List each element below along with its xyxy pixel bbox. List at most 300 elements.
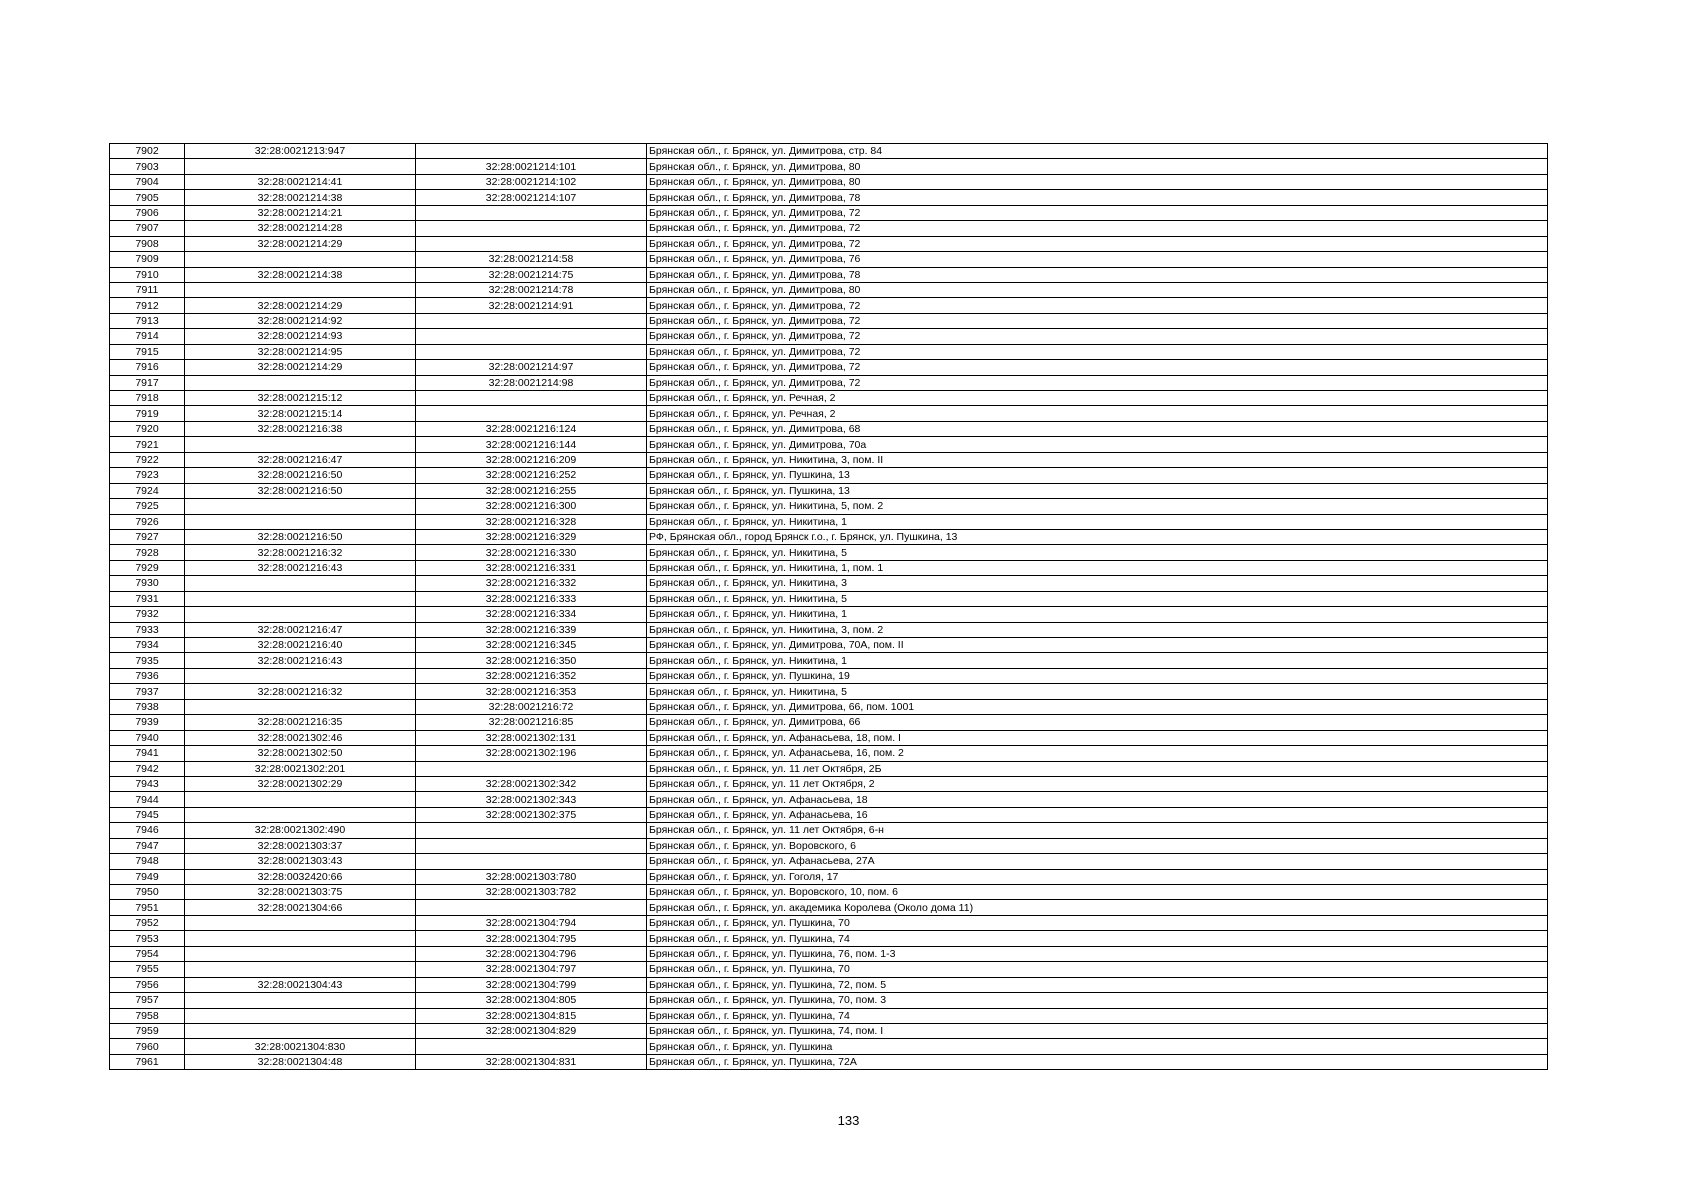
land-cadastral-number-cell: 32:28:0021214:95 [185, 344, 416, 359]
row-number-cell: 7937 [110, 684, 185, 699]
row-number-cell: 7926 [110, 514, 185, 529]
table-row [110, 499, 1548, 514]
table-row [110, 252, 1548, 267]
address-cell: Брянская обл., г. Брянск, ул. Димитрова, 72 [647, 313, 1548, 328]
row-number-cell: 7930 [110, 576, 185, 591]
land-cadastral-number-cell: 32:28:0021304:66 [185, 900, 416, 915]
row-number-cell: 7958 [110, 1008, 185, 1023]
land-cadastral-number-cell [185, 931, 416, 946]
table-row [110, 746, 1548, 761]
row-number-cell: 7932 [110, 607, 185, 622]
row-number-cell: 7940 [110, 730, 185, 745]
building-cadastral-number-cell: 32:28:0021216:144 [416, 437, 647, 452]
table-row [110, 931, 1548, 946]
building-cadastral-number-cell: 32:28:0021216:329 [416, 529, 647, 544]
land-cadastral-number-cell [185, 607, 416, 622]
land-cadastral-number-cell [185, 668, 416, 683]
row-number-cell: 7933 [110, 622, 185, 637]
building-cadastral-number-cell: 32:28:0021214:102 [416, 174, 647, 189]
row-number-cell: 7917 [110, 375, 185, 390]
land-cadastral-number-cell [185, 915, 416, 930]
table-row [110, 885, 1548, 900]
address-cell: Брянская обл., г. Брянск, ул. Димитрова, 72 [647, 205, 1548, 220]
table-row [110, 900, 1548, 915]
land-cadastral-number-cell [185, 576, 416, 591]
building-cadastral-number-cell: 32:28:0021304:815 [416, 1008, 647, 1023]
row-number-cell: 7957 [110, 993, 185, 1008]
table-row [110, 437, 1548, 452]
row-number-cell: 7910 [110, 267, 185, 282]
row-number-cell: 7942 [110, 761, 185, 776]
row-number-cell: 7950 [110, 885, 185, 900]
table-row [110, 792, 1548, 807]
row-number-cell: 7903 [110, 159, 185, 174]
table-row [110, 298, 1548, 313]
row-number-cell: 7941 [110, 746, 185, 761]
row-number-cell: 7919 [110, 406, 185, 421]
address-cell: Брянская обл., г. Брянск, ул. Пушкина, 72, пом. 5 [647, 977, 1548, 992]
table-row [110, 375, 1548, 390]
address-cell: Брянская обл., г. Брянск, ул. Димитрова, 66, пом. 1001 [647, 699, 1548, 714]
address-cell: Брянская обл., г. Брянск, ул. 11 лет Октября, 2Б [647, 761, 1548, 776]
row-number-cell: 7913 [110, 313, 185, 328]
land-cadastral-number-cell: 32:28:0021216:38 [185, 421, 416, 436]
address-cell: Брянская обл., г. Брянск, ул. Никитина, 3 [647, 576, 1548, 591]
address-cell: Брянская обл., г. Брянск, ул. Димитрова, 72 [647, 344, 1548, 359]
table-row [110, 1023, 1548, 1038]
building-cadastral-number-cell: 32:28:0021216:330 [416, 545, 647, 560]
table-row [110, 391, 1548, 406]
building-cadastral-number-cell: 32:28:0021302:343 [416, 792, 647, 807]
row-number-cell: 7906 [110, 205, 185, 220]
row-number-cell: 7935 [110, 653, 185, 668]
row-number-cell: 7951 [110, 900, 185, 915]
table-row [110, 483, 1548, 498]
building-cadastral-number-cell: 32:28:0021303:780 [416, 869, 647, 884]
row-number-cell: 7949 [110, 869, 185, 884]
table-row [110, 514, 1548, 529]
land-cadastral-number-cell [185, 1023, 416, 1038]
row-number-cell: 7920 [110, 421, 185, 436]
address-cell: Брянская обл., г. Брянск, ул. Димитрова, 72 [647, 360, 1548, 375]
address-cell: Брянская обл., г. Брянск, ул. Димитрова, 72 [647, 298, 1548, 313]
address-cell: Брянская обл., г. Брянск, ул. Димитрова, 78 [647, 267, 1548, 282]
table-row [110, 993, 1548, 1008]
table-row [110, 360, 1548, 375]
building-cadastral-number-cell: 32:28:0021302:342 [416, 776, 647, 791]
row-number-cell: 7954 [110, 946, 185, 961]
building-cadastral-number-cell: 32:28:0021216:334 [416, 607, 647, 622]
row-number-cell: 7927 [110, 529, 185, 544]
address-cell: Брянская обл., г. Брянск, ул. Никитина, 3, пом. 2 [647, 622, 1548, 637]
table-row [110, 869, 1548, 884]
land-cadastral-number-cell: 32:28:0021214:92 [185, 313, 416, 328]
land-cadastral-number-cell: 32:28:0021216:40 [185, 638, 416, 653]
table-row [110, 468, 1548, 483]
land-cadastral-number-cell [185, 962, 416, 977]
row-number-cell: 7911 [110, 282, 185, 297]
table-row [110, 730, 1548, 745]
table-row [110, 638, 1548, 653]
land-cadastral-number-cell: 32:28:0021302:46 [185, 730, 416, 745]
land-cadastral-number-cell [185, 375, 416, 390]
table-row [110, 668, 1548, 683]
row-number-cell: 7905 [110, 190, 185, 205]
land-cadastral-number-cell: 32:28:0021216:50 [185, 468, 416, 483]
row-number-cell: 7928 [110, 545, 185, 560]
table-row [110, 591, 1548, 606]
row-number-cell: 7914 [110, 329, 185, 344]
land-cadastral-number-cell [185, 514, 416, 529]
land-cadastral-number-cell [185, 792, 416, 807]
table-row [110, 915, 1548, 930]
registry-table-body [110, 144, 1548, 1070]
address-cell: Брянская обл., г. Брянск, ул. 11 лет Октября, 6-н [647, 823, 1548, 838]
row-number-cell: 7931 [110, 591, 185, 606]
table-row [110, 329, 1548, 344]
address-cell: Брянская обл., г. Брянск, ул. Воровского, 10, пом. 6 [647, 885, 1548, 900]
table-row [110, 560, 1548, 575]
table-row [110, 313, 1548, 328]
land-cadastral-number-cell: 32:28:0021304:43 [185, 977, 416, 992]
row-number-cell: 7952 [110, 915, 185, 930]
address-cell: Брянская обл., г. Брянск, ул. Димитрова, 76 [647, 252, 1548, 267]
row-number-cell: 7939 [110, 715, 185, 730]
table-row [110, 159, 1548, 174]
land-cadastral-number-cell: 32:28:0021216:50 [185, 483, 416, 498]
building-cadastral-number-cell: 32:28:0021216:300 [416, 499, 647, 514]
table-row [110, 236, 1548, 251]
building-cadastral-number-cell: 32:28:0021216:332 [416, 576, 647, 591]
land-cadastral-number-cell: 32:28:0021214:38 [185, 190, 416, 205]
building-cadastral-number-cell: 32:28:0021214:98 [416, 375, 647, 390]
address-cell: Брянская обл., г. Брянск, ул. Никитина, 3, пом. II [647, 452, 1548, 467]
table-row [110, 761, 1548, 776]
address-cell: Брянская обл., г. Брянск, ул. Пушкина [647, 1039, 1548, 1054]
building-cadastral-number-cell: 32:28:0021216:353 [416, 684, 647, 699]
land-cadastral-number-cell [185, 993, 416, 1008]
land-cadastral-number-cell: 32:28:0021215:14 [185, 406, 416, 421]
land-cadastral-number-cell [185, 252, 416, 267]
building-cadastral-number-cell [416, 838, 647, 853]
address-cell: Брянская обл., г. Брянск, ул. Никитина, 1 [647, 514, 1548, 529]
table-row [110, 962, 1548, 977]
building-cadastral-number-cell: 32:28:0021304:795 [416, 931, 647, 946]
table-row [110, 622, 1548, 637]
building-cadastral-number-cell: 32:28:0021216:345 [416, 638, 647, 653]
land-cadastral-number-cell: 32:28:0021302:29 [185, 776, 416, 791]
table-row [110, 946, 1548, 961]
land-cadastral-number-cell: 32:28:0021214:29 [185, 360, 416, 375]
address-cell: Брянская обл., г. Брянск, ул. Пушкина, 74, пом. I [647, 1023, 1548, 1038]
land-cadastral-number-cell: 32:28:0021216:32 [185, 684, 416, 699]
building-cadastral-number-cell [416, 854, 647, 869]
address-cell: Брянская обл., г. Брянск, ул. Никитина, 5 [647, 545, 1548, 560]
building-cadastral-number-cell [416, 144, 647, 159]
address-cell: Брянская обл., г. Брянск, ул. Афанасьева, 16, пом. 2 [647, 746, 1548, 761]
building-cadastral-number-cell: 32:28:0021216:333 [416, 591, 647, 606]
building-cadastral-number-cell [416, 761, 647, 776]
building-cadastral-number-cell: 32:28:0021214:107 [416, 190, 647, 205]
building-cadastral-number-cell: 32:28:0021214:97 [416, 360, 647, 375]
land-cadastral-number-cell: 32:28:0021216:43 [185, 653, 416, 668]
building-cadastral-number-cell [416, 236, 647, 251]
table-row [110, 607, 1548, 622]
table-row [110, 807, 1548, 822]
table-row [110, 838, 1548, 853]
row-number-cell: 7953 [110, 931, 185, 946]
row-number-cell: 7922 [110, 452, 185, 467]
building-cadastral-number-cell [416, 823, 647, 838]
building-cadastral-number-cell: 32:28:0021216:209 [416, 452, 647, 467]
table-row [110, 1039, 1548, 1054]
land-cadastral-number-cell: 32:28:0021303:43 [185, 854, 416, 869]
land-cadastral-number-cell: 32:28:0021303:75 [185, 885, 416, 900]
address-cell: Брянская обл., г. Брянск, ул. Речная, 2 [647, 406, 1548, 421]
building-cadastral-number-cell: 32:28:0021214:58 [416, 252, 647, 267]
land-cadastral-number-cell: 32:28:0021214:29 [185, 298, 416, 313]
table-row [110, 854, 1548, 869]
building-cadastral-number-cell: 32:28:0021214:101 [416, 159, 647, 174]
table-row [110, 174, 1548, 189]
building-cadastral-number-cell [416, 344, 647, 359]
building-cadastral-number-cell [416, 221, 647, 236]
building-cadastral-number-cell: 32:28:0021304:805 [416, 993, 647, 1008]
land-cadastral-number-cell: 32:28:0021216:35 [185, 715, 416, 730]
row-number-cell: 7945 [110, 807, 185, 822]
row-number-cell: 7902 [110, 144, 185, 159]
building-cadastral-number-cell: 32:28:0021304:831 [416, 1054, 647, 1069]
row-number-cell: 7938 [110, 699, 185, 714]
land-cadastral-number-cell: 32:28:0021214:21 [185, 205, 416, 220]
row-number-cell: 7918 [110, 391, 185, 406]
table-row [110, 144, 1548, 159]
land-cadastral-number-cell: 32:28:0021216:50 [185, 529, 416, 544]
row-number-cell: 7904 [110, 174, 185, 189]
row-number-cell: 7961 [110, 1054, 185, 1069]
row-number-cell: 7908 [110, 236, 185, 251]
address-cell: Брянская обл., г. Брянск, ул. Пушкина, 74 [647, 931, 1548, 946]
building-cadastral-number-cell: 32:28:0021304:829 [416, 1023, 647, 1038]
table-row [110, 776, 1548, 791]
address-cell: Брянская обл., г. Брянск, ул. Гоголя, 17 [647, 869, 1548, 884]
land-cadastral-number-cell [185, 946, 416, 961]
land-cadastral-number-cell [185, 159, 416, 174]
row-number-cell: 7915 [110, 344, 185, 359]
land-cadastral-number-cell: 32:28:0032420:66 [185, 869, 416, 884]
building-cadastral-number-cell: 32:28:0021214:78 [416, 282, 647, 297]
table-row [110, 715, 1548, 730]
table-row [110, 1054, 1548, 1069]
land-cadastral-number-cell [185, 699, 416, 714]
address-cell: Брянская обл., г. Брянск, ул. Речная, 2 [647, 391, 1548, 406]
row-number-cell: 7944 [110, 792, 185, 807]
address-cell: Брянская обл., г. Брянск, ул. Пушкина, 70, пом. 3 [647, 993, 1548, 1008]
table-row [110, 190, 1548, 205]
table-row [110, 545, 1548, 560]
row-number-cell: 7959 [110, 1023, 185, 1038]
row-number-cell: 7909 [110, 252, 185, 267]
table-row [110, 977, 1548, 992]
building-cadastral-number-cell: 32:28:0021216:252 [416, 468, 647, 483]
address-cell: Брянская обл., г. Брянск, ул. Никитина, 1, пом. 1 [647, 560, 1548, 575]
address-cell: Брянская обл., г. Брянск, ул. Афанасьева, 18 [647, 792, 1548, 807]
row-number-cell: 7912 [110, 298, 185, 313]
address-cell: Брянская обл., г. Брянск, ул. Никитина, 5, пом. 2 [647, 499, 1548, 514]
land-cadastral-number-cell: 32:28:0021216:43 [185, 560, 416, 575]
building-cadastral-number-cell: 32:28:0021304:794 [416, 915, 647, 930]
row-number-cell: 7916 [110, 360, 185, 375]
land-cadastral-number-cell [185, 807, 416, 822]
table-row [110, 344, 1548, 359]
address-cell: Брянская обл., г. Брянск, ул. Димитрова, 72 [647, 221, 1548, 236]
address-cell: Брянская обл., г. Брянск, ул. Димитрова, 68 [647, 421, 1548, 436]
address-cell: Брянская обл., г. Брянск, ул. Димитрова, 66 [647, 715, 1548, 730]
row-number-cell: 7948 [110, 854, 185, 869]
building-cadastral-number-cell: 32:28:0021216:352 [416, 668, 647, 683]
row-number-cell: 7947 [110, 838, 185, 853]
land-cadastral-number-cell: 32:28:0021302:201 [185, 761, 416, 776]
building-cadastral-number-cell [416, 313, 647, 328]
page-number: 133 [837, 1113, 860, 1128]
address-cell: РФ, Брянская обл., город Брянск г.о., г. Брянск, ул. Пушкина, 13 [647, 529, 1548, 544]
land-cadastral-number-cell: 32:28:0021214:41 [185, 174, 416, 189]
table-row [110, 221, 1548, 236]
building-cadastral-number-cell: 32:28:0021214:91 [416, 298, 647, 313]
land-cadastral-number-cell [185, 499, 416, 514]
building-cadastral-number-cell: 32:28:0021304:797 [416, 962, 647, 977]
row-number-cell: 7955 [110, 962, 185, 977]
address-cell: Брянская обл., г. Брянск, ул. Афанасьева, 16 [647, 807, 1548, 822]
address-cell: Брянская обл., г. Брянск, ул. Пушкина, 13 [647, 483, 1548, 498]
land-cadastral-number-cell: 32:28:0021303:37 [185, 838, 416, 853]
land-cadastral-number-cell: 32:28:0021214:38 [185, 267, 416, 282]
building-cadastral-number-cell [416, 900, 647, 915]
building-cadastral-number-cell: 32:28:0021304:796 [416, 946, 647, 961]
land-cadastral-number-cell: 32:28:0021216:47 [185, 622, 416, 637]
building-cadastral-number-cell: 32:28:0021302:131 [416, 730, 647, 745]
table-row [110, 421, 1548, 436]
building-cadastral-number-cell: 32:28:0021216:339 [416, 622, 647, 637]
table-row [110, 452, 1548, 467]
row-number-cell: 7934 [110, 638, 185, 653]
building-cadastral-number-cell [416, 205, 647, 220]
address-cell: Брянская обл., г. Брянск, ул. академика Королева (Около дома 11) [647, 900, 1548, 915]
address-cell: Брянская обл., г. Брянск, ул. Димитрова, 70а [647, 437, 1548, 452]
table-row [110, 699, 1548, 714]
land-cadastral-number-cell: 32:28:0021214:93 [185, 329, 416, 344]
land-cadastral-number-cell [185, 437, 416, 452]
address-cell: Брянская обл., г. Брянск, ул. Афанасьева, 27А [647, 854, 1548, 869]
row-number-cell: 7946 [110, 823, 185, 838]
land-cadastral-number-cell [185, 591, 416, 606]
building-cadastral-number-cell: 32:28:0021304:799 [416, 977, 647, 992]
address-cell: Брянская обл., г. Брянск, ул. Димитрова, 70А, пом. II [647, 638, 1548, 653]
land-cadastral-number-cell [185, 1008, 416, 1023]
land-cadastral-number-cell: 32:28:0021215:12 [185, 391, 416, 406]
land-cadastral-number-cell: 32:28:0021213:947 [185, 144, 416, 159]
row-number-cell: 7921 [110, 437, 185, 452]
building-cadastral-number-cell [416, 1039, 647, 1054]
row-number-cell: 7936 [110, 668, 185, 683]
land-cadastral-number-cell: 32:28:0021214:29 [185, 236, 416, 251]
table-row [110, 576, 1548, 591]
row-number-cell: 7925 [110, 499, 185, 514]
table-row [110, 823, 1548, 838]
land-cadastral-number-cell: 32:28:0021216:32 [185, 545, 416, 560]
land-cadastral-number-cell: 32:28:0021302:490 [185, 823, 416, 838]
address-cell: Брянская обл., г. Брянск, ул. Пушкина, 74 [647, 1008, 1548, 1023]
address-cell: Брянская обл., г. Брянск, ул. Никитина, 5 [647, 591, 1548, 606]
table-row [110, 205, 1548, 220]
table-row [110, 406, 1548, 421]
address-cell: Брянская обл., г. Брянск, ул. Димитрова, 72 [647, 329, 1548, 344]
table-row [110, 1008, 1548, 1023]
address-cell: Брянская обл., г. Брянск, ул. Димитрова, 80 [647, 282, 1548, 297]
address-cell: Брянская обл., г. Брянск, ул. Димитрова, 72 [647, 236, 1548, 251]
address-cell: Брянская обл., г. Брянск, ул. Пушкина, 70 [647, 962, 1548, 977]
address-cell: Брянская обл., г. Брянск, ул. Воровского, 6 [647, 838, 1548, 853]
address-cell: Брянская обл., г. Брянск, ул. Никитина, 1 [647, 607, 1548, 622]
row-number-cell: 7929 [110, 560, 185, 575]
address-cell: Брянская обл., г. Брянск, ул. Никитина, 5 [647, 684, 1548, 699]
address-cell: Брянская обл., г. Брянск, ул. Пушкина, 13 [647, 468, 1548, 483]
table-row [110, 684, 1548, 699]
land-cadastral-number-cell: 32:28:0021302:50 [185, 746, 416, 761]
building-cadastral-number-cell: 32:28:0021216:328 [416, 514, 647, 529]
address-cell: Брянская обл., г. Брянск, ул. Пушкина, 72А [647, 1054, 1548, 1069]
building-cadastral-number-cell: 32:28:0021216:255 [416, 483, 647, 498]
address-cell: Брянская обл., г. Брянск, ул. Димитрова, 72 [647, 375, 1548, 390]
address-cell: Брянская обл., г. Брянск, ул. Димитрова, 78 [647, 190, 1548, 205]
building-cadastral-number-cell: 32:28:0021216:85 [416, 715, 647, 730]
address-cell: Брянская обл., г. Брянск, ул. 11 лет Октября, 2 [647, 776, 1548, 791]
address-cell: Брянская обл., г. Брянск, ул. Димитрова, 80 [647, 174, 1548, 189]
address-cell: Брянская обл., г. Брянск, ул. Пушкина, 76, пом. 1-3 [647, 946, 1548, 961]
land-cadastral-number-cell: 32:28:0021304:48 [185, 1054, 416, 1069]
building-cadastral-number-cell [416, 391, 647, 406]
building-cadastral-number-cell: 32:28:0021214:75 [416, 267, 647, 282]
address-cell: Брянская обл., г. Брянск, ул. Никитина, 1 [647, 653, 1548, 668]
registry-table [109, 143, 1548, 1070]
land-cadastral-number-cell: 32:28:0021304:830 [185, 1039, 416, 1054]
table-row [110, 653, 1548, 668]
address-cell: Брянская обл., г. Брянск, ул. Афанасьева, 18, пом. I [647, 730, 1548, 745]
row-number-cell: 7907 [110, 221, 185, 236]
building-cadastral-number-cell: 32:28:0021303:782 [416, 885, 647, 900]
table-row [110, 529, 1548, 544]
table-row [110, 282, 1548, 297]
row-number-cell: 7960 [110, 1039, 185, 1054]
land-cadastral-number-cell: 32:28:0021216:47 [185, 452, 416, 467]
building-cadastral-number-cell: 32:28:0021216:124 [416, 421, 647, 436]
address-cell: Брянская обл., г. Брянск, ул. Димитрова, 80 [647, 159, 1548, 174]
building-cadastral-number-cell: 32:28:0021216:72 [416, 699, 647, 714]
building-cadastral-number-cell: 32:28:0021216:350 [416, 653, 647, 668]
table-row [110, 267, 1548, 282]
address-cell: Брянская обл., г. Брянск, ул. Пушкина, 70 [647, 915, 1548, 930]
building-cadastral-number-cell [416, 329, 647, 344]
row-number-cell: 7923 [110, 468, 185, 483]
building-cadastral-number-cell [416, 406, 647, 421]
row-number-cell: 7924 [110, 483, 185, 498]
building-cadastral-number-cell: 32:28:0021302:196 [416, 746, 647, 761]
building-cadastral-number-cell: 32:28:0021302:375 [416, 807, 647, 822]
land-cadastral-number-cell: 32:28:0021214:28 [185, 221, 416, 236]
row-number-cell: 7943 [110, 776, 185, 791]
address-cell: Брянская обл., г. Брянск, ул. Димитрова, стр. 84 [647, 144, 1548, 159]
land-cadastral-number-cell [185, 282, 416, 297]
